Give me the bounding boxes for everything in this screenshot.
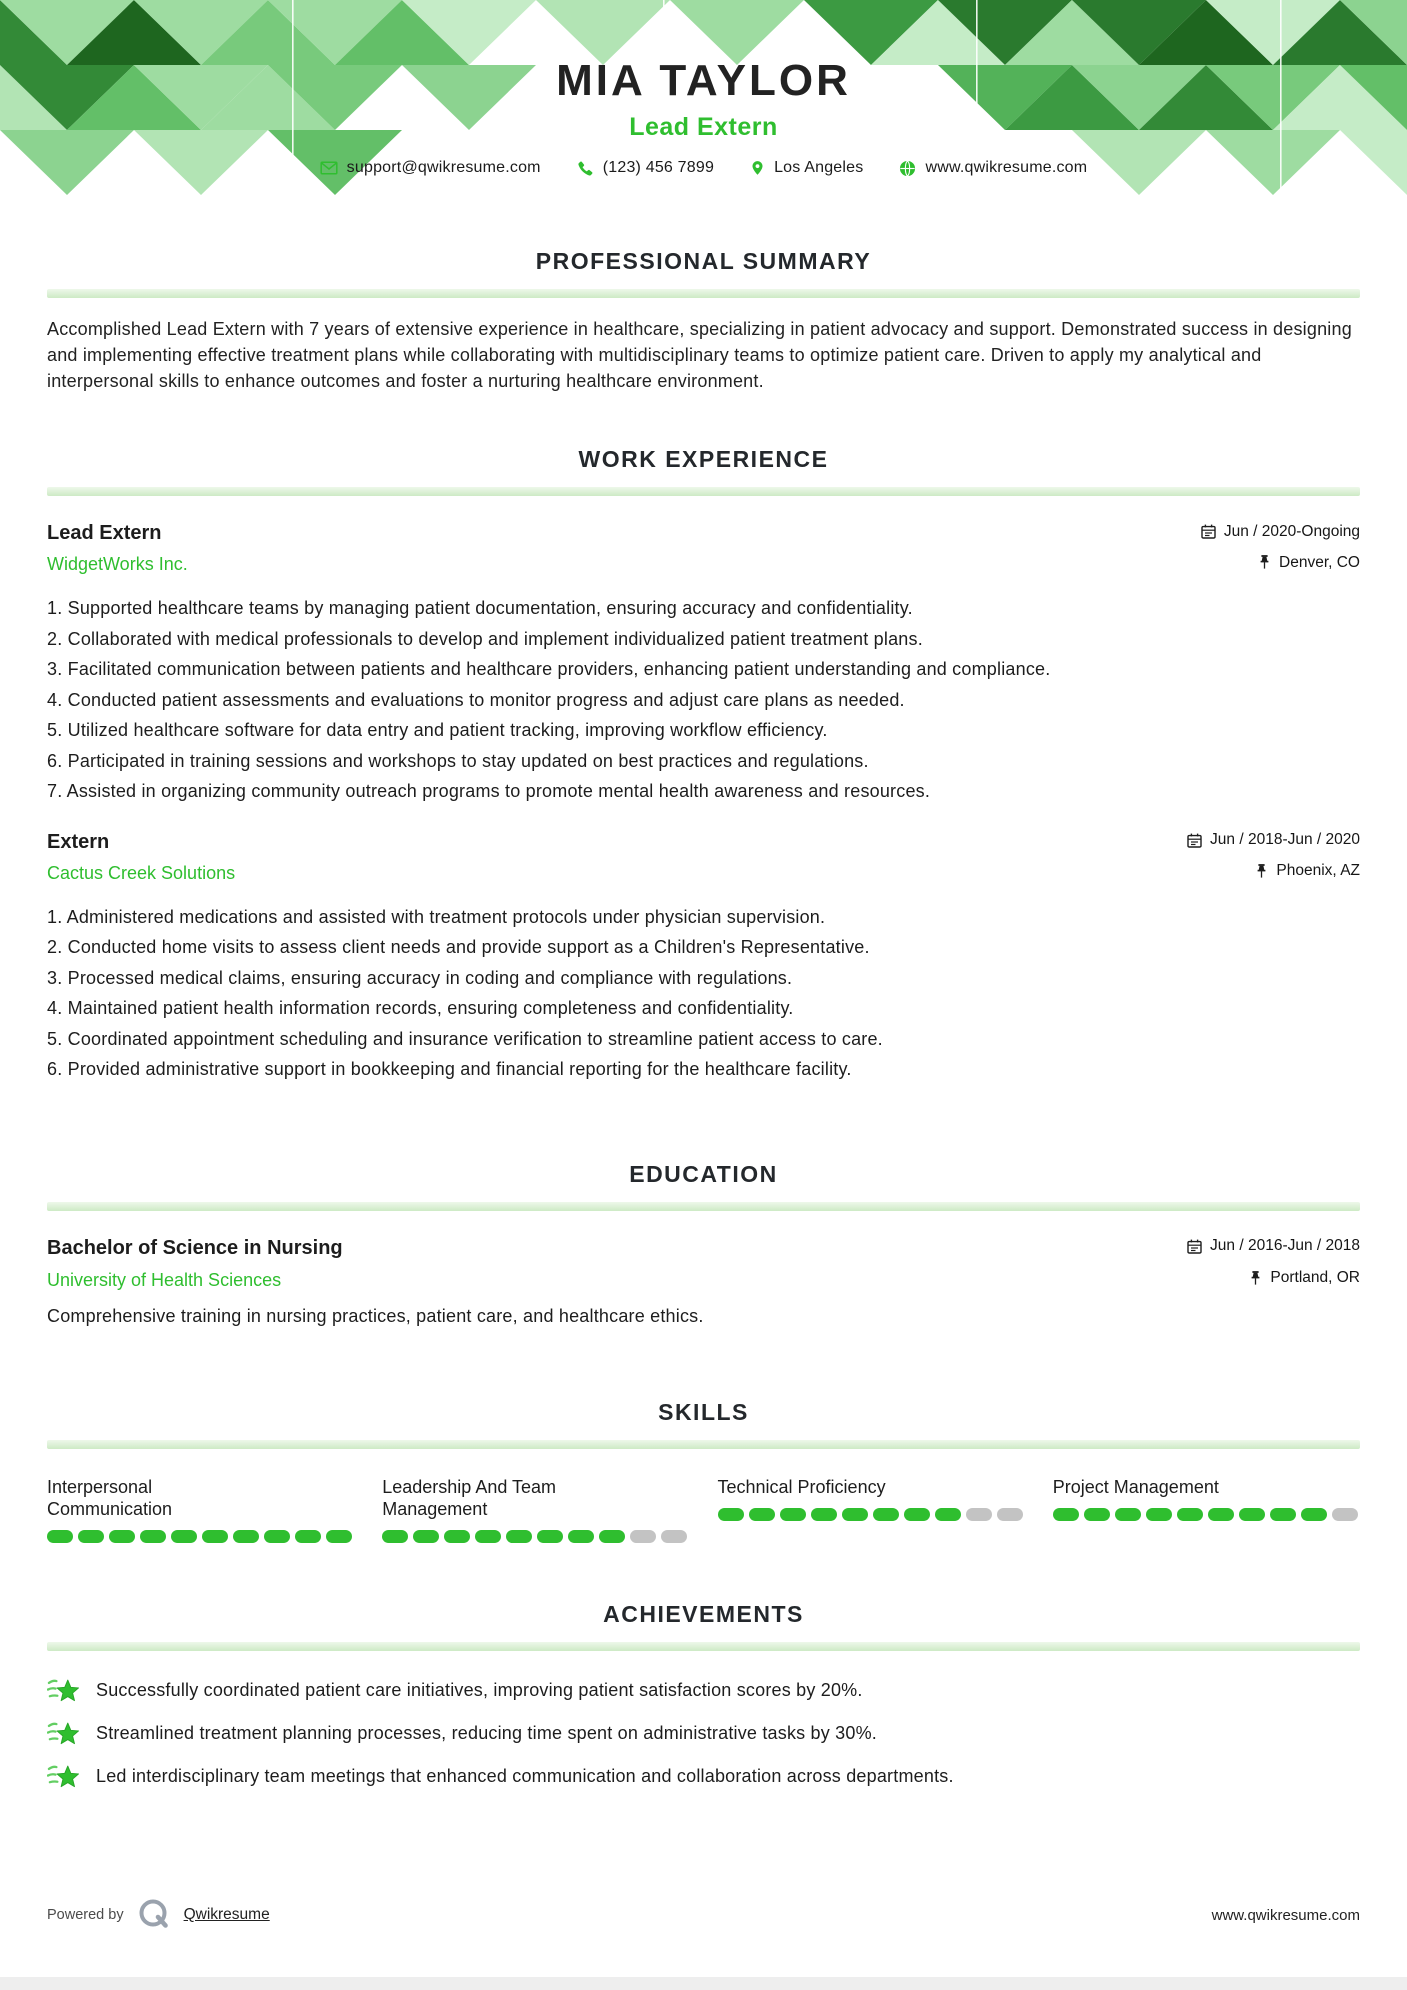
education-entry (47, 1237, 1360, 1327)
calendar-icon (1201, 524, 1216, 539)
section-divider (47, 1440, 1360, 1449)
skill-segment-filled (140, 1530, 166, 1543)
skill-segment-filled (1115, 1508, 1141, 1521)
skill-segment-filled (780, 1508, 806, 1521)
job-dates (1187, 831, 1360, 849)
identity-block (0, 0, 1407, 177)
skill-label: Leadership And Team Management (382, 1476, 557, 1519)
skill-item (1053, 1476, 1360, 1543)
achievement-text: Led interdisciplinary team meetings that enhanced communication and collaboration across departments. (96, 1765, 954, 1786)
globe-icon (899, 160, 916, 177)
section-professional-summary (47, 248, 1360, 394)
skills-grid (47, 1476, 1360, 1543)
contact-email-text: support@qwikresume.com (346, 159, 541, 177)
job-bullet: Facilitated communication between patients and healthcare providers, enhancing patient understanding and compliance. (67, 659, 1051, 679)
skill-segment-filled (47, 1530, 73, 1543)
contact-location[interactable] (750, 159, 863, 177)
person-role: Lead Extern (629, 113, 778, 142)
achievements-list (47, 1675, 1360, 1792)
education-location-text: Portland, OR (1270, 1269, 1360, 1286)
skill-item (382, 1476, 689, 1543)
job-bullet: Conducted patient assessments and evaluations to monitor progress and adjust care plans as needed. (67, 689, 905, 710)
job-bullet: Administered medications and assisted with treatment protocols under physician supervision. (66, 906, 826, 927)
header (0, 0, 1407, 212)
skill-segment-filled (718, 1508, 744, 1521)
bottom-strip (0, 1977, 1407, 1990)
skill-segment-filled (109, 1530, 135, 1543)
job-bullet: Collaborated with medical professionals to develop and implement individualized patient treatment plans. (67, 628, 923, 649)
job-bullet: Maintained patient health information records, ensuring completeness and confidentiality. (67, 998, 794, 1018)
star-icon (47, 1761, 81, 1792)
skill-segment-filled (1270, 1508, 1296, 1521)
achievement-item (47, 1761, 1360, 1792)
section-divider (47, 1202, 1360, 1211)
pushpin-icon (1249, 1271, 1262, 1286)
skill-segment-filled (413, 1530, 439, 1543)
education-school: University of Health Sciences (47, 1269, 282, 1290)
skill-bar (1053, 1508, 1358, 1521)
skill-segment-filled (506, 1530, 532, 1543)
pushpin-icon (1258, 555, 1271, 570)
job-location (1258, 554, 1360, 572)
section-education (47, 1161, 1360, 1327)
skill-label: Project Management (1052, 1476, 1219, 1497)
skill-segment-filled (444, 1530, 470, 1543)
job-bullet: Supported healthcare teams by managing patient documentation, ensuring accuracy and confidentiality. (67, 598, 913, 618)
skill-segment-filled (904, 1508, 930, 1521)
section-divider (47, 1642, 1360, 1651)
skill-segment-filled (1301, 1508, 1327, 1521)
job-dates (1201, 523, 1360, 541)
skill-segment-filled (568, 1530, 594, 1543)
skill-segment-filled (171, 1530, 197, 1543)
job-entry (47, 831, 1360, 1085)
calendar-icon (1187, 1239, 1202, 1254)
skill-segment-filled (326, 1530, 352, 1543)
section-divider (47, 289, 1360, 298)
star-icon (47, 1718, 81, 1749)
pushpin-icon (1255, 864, 1268, 879)
achievement-item (47, 1675, 1360, 1706)
section-skills (47, 1399, 1360, 1543)
contact-row (0, 159, 1407, 177)
footer-url: www.qwikresume.com (1211, 1906, 1360, 1924)
achievement-text: Streamlined treatment planning processes, reducing time spent on administrative tasks by 30%. (96, 1722, 877, 1743)
contact-website-text: www.qwikresume.com (925, 159, 1088, 177)
contact-location-text: Los Angeles (774, 159, 864, 177)
skill-segment-filled (1208, 1508, 1234, 1521)
job-bullet: Utilized healthcare software for data entry and patient tracking, improving workflow efficiency. (67, 720, 828, 740)
job-bullet: Processed medical claims, ensuring accuracy in coding and compliance with regulations. (67, 967, 793, 988)
achievement-text: Successfully coordinated patient care initiatives, improving patient satisfaction scores by 20%. (96, 1679, 863, 1700)
contact-website[interactable] (899, 159, 1087, 177)
job-entry (47, 522, 1360, 807)
star-icon (47, 1675, 81, 1706)
skill-bar (47, 1530, 352, 1543)
achievement-item (47, 1718, 1360, 1749)
skill-item (47, 1476, 354, 1543)
skill-segment-filled (811, 1508, 837, 1521)
skill-segment-filled (1053, 1508, 1079, 1521)
job-bullet: Coordinated appointment scheduling and insurance verification to streamline patient access to care. (67, 1028, 883, 1049)
skill-segment-filled (233, 1530, 259, 1543)
contact-email[interactable] (320, 159, 541, 177)
skill-segment-empty (997, 1508, 1023, 1521)
summary-text: Accomplished Lead Extern with 7 years of extensive experience in healthcare, specializing in patient advocacy and support. Demonstrated success in designing and implementing effective treatment plans while collaborating with multidisciplinary teams to optimize patient care. Driven to apply my analytical and interpersonal skills to enhance outcomes and foster a nurturing healthcare environment. (47, 319, 1352, 391)
skill-label: Interpersonal Communication (47, 1476, 173, 1519)
skill-segment-filled (873, 1508, 899, 1521)
skill-segment-filled (295, 1530, 321, 1543)
job-location-text: Denver, CO (1279, 553, 1360, 571)
skill-label: Technical Proficiency (717, 1476, 886, 1497)
job-dates-text: Jun / 2020-Ongoing (1223, 522, 1360, 540)
skill-segment-filled (78, 1530, 104, 1543)
education-location (1249, 1269, 1360, 1287)
job-location (1255, 862, 1360, 880)
job-title: Extern (47, 830, 110, 853)
skill-segment-filled (599, 1530, 625, 1543)
skill-segment-filled (1177, 1508, 1203, 1521)
skill-segment-empty (630, 1530, 656, 1543)
qwikresume-logo-icon (135, 1896, 173, 1934)
skill-segment-filled (382, 1530, 408, 1543)
skills-heading: SKILLS (658, 1398, 749, 1425)
skill-segment-filled (537, 1530, 563, 1543)
contact-phone[interactable] (577, 159, 714, 177)
qwikresume-link[interactable]: Qwikresume (183, 1906, 270, 1923)
job-bullet: Conducted home visits to assess client needs and provide support as a Children's Representative. (67, 937, 870, 957)
section-achievements (47, 1601, 1360, 1792)
summary-heading: PROFESSIONAL SUMMARY (535, 248, 872, 274)
skill-bar (382, 1530, 687, 1543)
job-location-text: Phoenix, AZ (1276, 862, 1360, 879)
job-company: Cactus Creek Solutions (47, 862, 236, 883)
education-heading: EDUCATION (629, 1160, 778, 1187)
skill-segment-filled (1239, 1508, 1265, 1521)
experience-heading: WORK EXPERIENCE (578, 446, 829, 472)
education-degree: Bachelor of Science in Nursing (47, 1236, 343, 1259)
education-dates (1187, 1237, 1360, 1255)
skill-bar (718, 1508, 1023, 1521)
skill-segment-filled (935, 1508, 961, 1521)
job-bullet: Participated in training sessions and workshops to stay updated on best practices and regulations. (67, 750, 869, 771)
skill-item (718, 1476, 1025, 1543)
footer-branding (47, 1896, 270, 1934)
calendar-icon (1187, 833, 1202, 848)
education-dates-text: Jun / 2016-Jun / 2018 (1210, 1237, 1360, 1254)
skill-segment-filled (475, 1530, 501, 1543)
powered-by-label: Powered by (47, 1907, 124, 1923)
job-bullet: Provided administrative support in bookkeeping and financial reporting for the healthcare facility. (67, 1059, 852, 1079)
skill-segment-filled (202, 1530, 228, 1543)
job-company: WidgetWorks Inc. (47, 554, 188, 574)
job-dates-text: Jun / 2018-Jun / 2020 (1210, 831, 1360, 848)
skill-segment-filled (842, 1508, 868, 1521)
section-work-experience (47, 446, 1360, 1085)
person-name: MIA TAYLOR (556, 56, 851, 105)
skill-segment-filled (1084, 1508, 1110, 1521)
job-bullet: Assisted in organizing community outreach programs to promote mental health awareness and resources. (66, 781, 931, 801)
footer (47, 1896, 1360, 1934)
phone-icon (577, 160, 594, 177)
job-title: Lead Extern (47, 522, 162, 544)
email-icon (320, 159, 338, 177)
location-icon (750, 159, 765, 177)
contact-phone-text: (123) 456 7899 (602, 159, 715, 177)
skill-segment-filled (264, 1530, 290, 1543)
skill-segment-empty (661, 1530, 687, 1543)
skill-segment-empty (966, 1508, 992, 1521)
skill-segment-empty (1332, 1508, 1358, 1521)
education-description: Comprehensive training in nursing practices, patient care, and healthcare ethics. (47, 1305, 704, 1326)
achievements-heading: ACHIEVEMENTS (603, 1600, 804, 1627)
section-divider (47, 487, 1360, 496)
skill-segment-filled (1146, 1508, 1172, 1521)
skill-segment-filled (749, 1508, 775, 1521)
job-bullet-list (47, 593, 1360, 807)
job-bullet-list (47, 902, 1360, 1085)
